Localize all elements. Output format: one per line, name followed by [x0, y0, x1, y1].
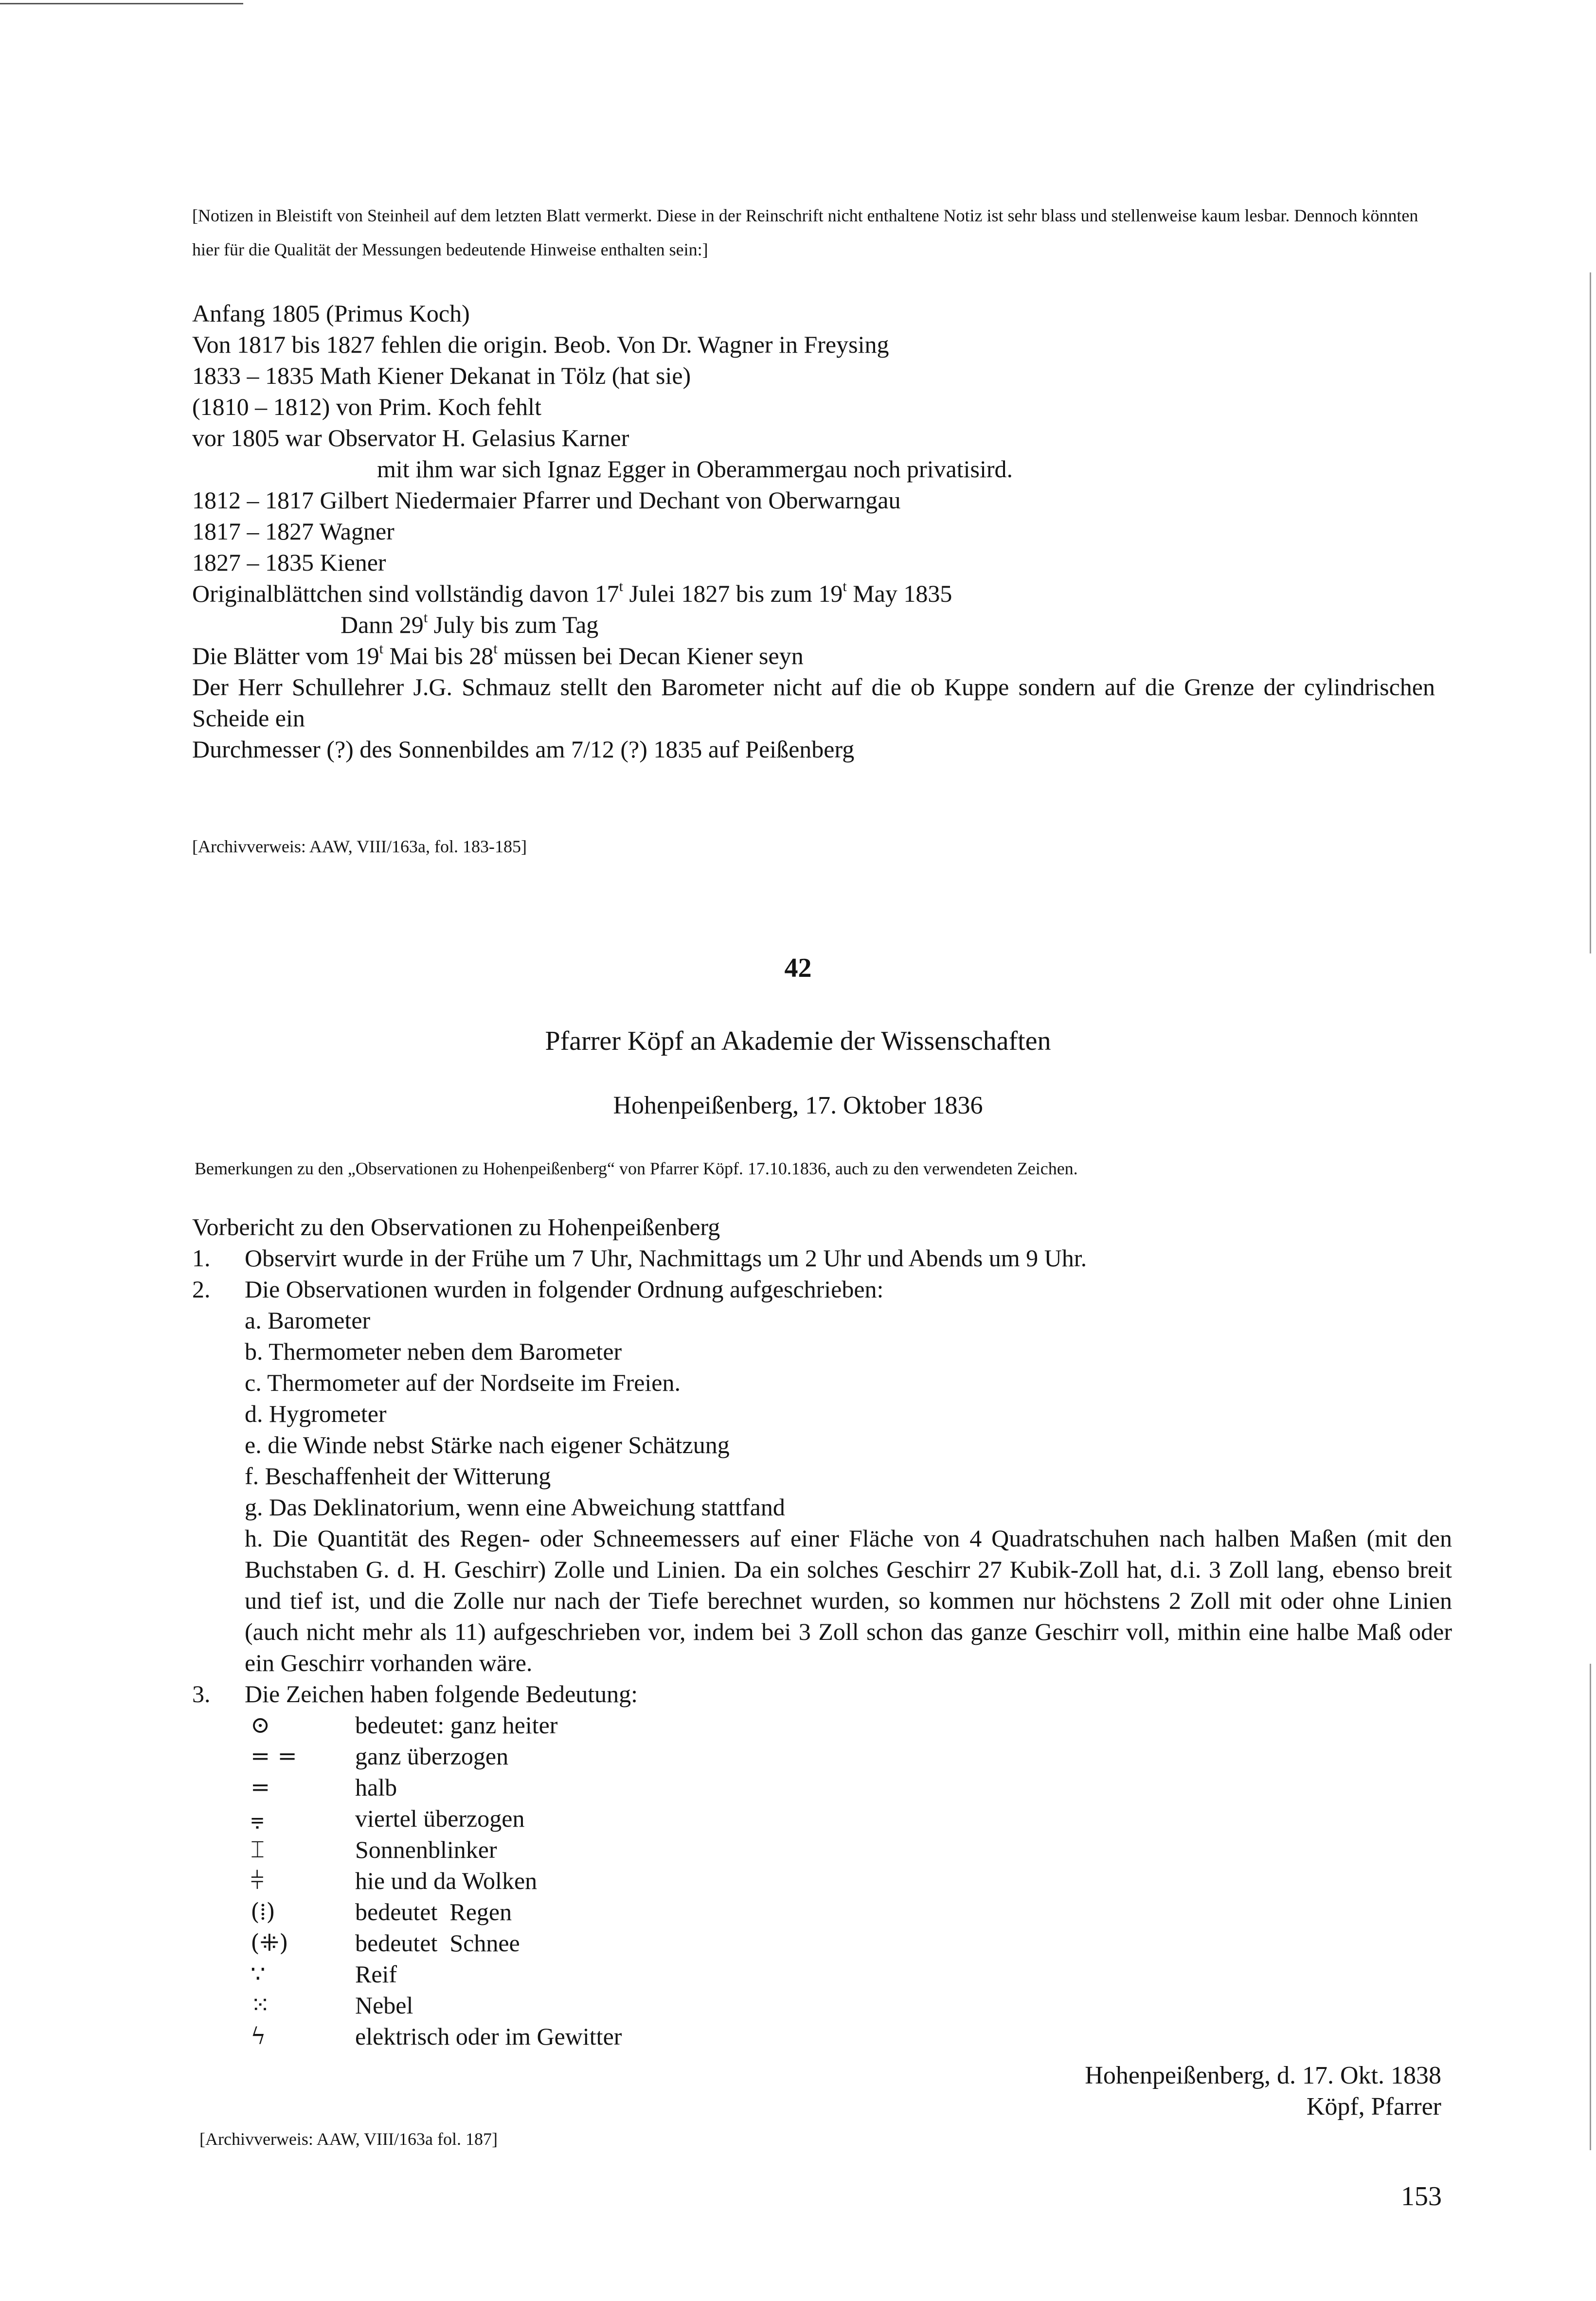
signature-block [1085, 2060, 1441, 2122]
signature-place-date: Hohenpeißenberg, d. 17. Okt. 1838 [1085, 2062, 1441, 2089]
notes-line: vor 1805 war Observator H. Gelasius Karner [192, 424, 629, 451]
symbol-legend [245, 1709, 1452, 2052]
notes-line: Anfang 1805 (Primus Koch) [192, 300, 470, 327]
notes-line: (1810 – 1812) von Prim. Koch fehlt [192, 393, 541, 420]
symbol-row [245, 1834, 1452, 1865]
symbol-row [245, 1959, 1452, 1990]
dann-line: Dann 29$^t$ July bis zum Tag [341, 610, 599, 638]
sub-item: c. Thermometer auf der Nordseite im Freien. [245, 1369, 681, 1396]
symbol-row [245, 1709, 1452, 1741]
archive-reference: [Archivverweis: AAW, VIII/163a fol. 187] [199, 2129, 498, 2149]
pencil-notes [192, 298, 1435, 765]
symbol-row [245, 2021, 1452, 2052]
list-item [192, 1274, 1452, 1305]
notes-line: 1833 – 1835 Math Kiener Dekanat in Tölz (hat sie) [192, 362, 691, 389]
vorbericht-section [192, 1211, 1452, 2052]
vorbericht-heading: Vorbericht zu den Observationen zu Hohenpeißenberg [192, 1213, 720, 1240]
scan-edge-mark [1590, 272, 1591, 953]
fog-icon: ⁙ [251, 1992, 270, 2019]
notes-line: mit ihm war sich Ignaz Egger in Oberammergau noch privatisird. [377, 455, 1013, 483]
snow-icon: (⁜) [251, 1929, 288, 1957]
equals-icon: = [251, 1774, 270, 1801]
list-item [192, 1678, 1452, 1709]
document-title: Pfarrer Köpf an Akademie der Wissenschaften [545, 1026, 1051, 1056]
symbol-meaning: ganz überzogen [355, 1743, 509, 1770]
page-number: 153 [1401, 2181, 1442, 2211]
notes-line: Von 1817 bis 1827 fehlen die origin. Beob. Von Dr. Wagner in Freysing [192, 331, 889, 358]
sub-item: a. Barometer [245, 1307, 371, 1334]
notes-line: 1827 – 1835 Kiener [192, 549, 386, 576]
scattered-clouds-icon: ⫩ [251, 1867, 264, 1894]
list-text: Die Observationen wurden in folgender Ordnung aufgeschrieben: [245, 1276, 884, 1303]
notes-line: 1812 – 1817 Gilbert Niedermaier Pfarrer und Dechant von Oberwarngau [192, 486, 901, 514]
sub-item: g. Das Deklinatorium, wenn eine Abweichung stattfand [245, 1493, 785, 1521]
symbol-row [245, 1741, 1452, 1772]
thunderstorm-icon: ϟ [251, 2023, 266, 2050]
notes-line: 1817 – 1827 Wagner [192, 518, 395, 545]
sub-item-h: h. Die Quantität des Regen- oder Schneemessers auf einer Fläche von 4 Quadratschuhen nach halben Maßen (mit den Buchstaben G. d. H. Geschirr) Zolle und Linien. Da ein solches Geschirr 27 Kubik-Zoll hat, d.i. 3 Zoll lang, ebenso breit und tief ist, und die Zolle nur nach der Tiefe berechnet wurden, so kommen nur höchstens 2 Zoll mit oder ohne Linien (auch nicht mehr als 11) aufgeschrieben vor, indem bei 3 Zoll schon das ganze Geschirr voll, mithin eine halbe Maß oder ein Geschirr vorhanden wäre. [245, 1525, 1452, 1676]
symbol-meaning: bedeutet: ganz heiter [355, 1711, 558, 1739]
symbol-meaning: elektrisch oder im Gewitter [355, 2023, 622, 2050]
symbol-meaning: bedeutet Regen [355, 1898, 512, 1925]
list-text: Die Zeichen haben folgende Bedeutung: [245, 1680, 638, 1708]
double-equals-icon: = = [251, 1743, 297, 1770]
editorial-note: [Notizen in Bleistift von Steinheil auf dem letzten Blatt vermerkt. Diese in der Reinschrift nicht enthaltene Notiz ist sehr blass und stellenweise kaum lesbar. Dennoch könnten hier für die Qualität der Messungen bedeutende Hinweise enthalten sein:] [192, 206, 1418, 259]
sun-blink-icon: ⌶ [251, 1836, 265, 1863]
editorial-remark: Bemerkungen zu den „Observationen zu Hohenpeißenberg“ von Pfarrer Köpf. 17.10.1836, auch zu den verwendeten Zeichen. [195, 1159, 1078, 1178]
frost-icon: ∵ [251, 1960, 266, 1988]
durchmesser-line: Durchmesser (?) des Sonnenbildes am 7/12 (?) 1835 auf Peißenberg [192, 736, 855, 763]
symbol-meaning: viertel überzogen [355, 1805, 525, 1832]
symbol-meaning: Reif [355, 1960, 397, 1988]
scan-edge-mark [1590, 1664, 1591, 2150]
sub-item: f. Beschaffenheit der Witterung [245, 1462, 551, 1490]
sub-item: e. die Winde nebst Stärke nach eigener Schätzung [245, 1431, 730, 1458]
quarter-overcast-icon: ⩦ [251, 1805, 265, 1832]
symbol-meaning: halb [355, 1774, 397, 1801]
symbol-meaning: Nebel [355, 1992, 413, 2019]
archive-reference: [Archivverweis: AAW, VIII/163a, fol. 183-185] [192, 837, 527, 856]
scan-top-edge-line [0, 3, 243, 4]
sub-item: b. Thermometer neben dem Barometer [245, 1338, 622, 1365]
symbol-meaning: bedeutet Schnee [355, 1929, 520, 1957]
document-place-date: Hohenpeißenberg, 17. Oktober 1836 [613, 1092, 983, 1119]
symbol-row [245, 1803, 1452, 1834]
symbol-meaning: Sonnenblinker [355, 1836, 497, 1863]
sub-item: d. Hygrometer [245, 1400, 387, 1427]
blaetter-line: Die Blätter vom 19$^t$ Mai bis 28$^t$ müssen bei Decan Kiener seyn [192, 641, 804, 669]
schullehrer-line: Der Herr Schullehrer J.G. Schmauz stellt den Barometer nicht auf die ob Kuppe sondern auf die Grenze der cylindrischen Scheide ein [192, 673, 1435, 732]
symbol-row [245, 1865, 1452, 1896]
sun-circle-dot-icon: ⊙ [251, 1711, 270, 1739]
symbol-row [245, 1927, 1452, 1959]
symbol-meaning: hie und da Wolken [355, 1867, 538, 1894]
list-item [192, 1242, 1452, 1274]
rain-icon: (⁞) [251, 1898, 275, 1925]
list-number: 3. [192, 1680, 211, 1708]
symbol-row [245, 1990, 1452, 2021]
signature-name: Köpf, Pfarrer [1306, 2093, 1441, 2121]
original-leaflets-line: Originalblättchen sind vollständig davon 17$^t$ Julei 1827 bis zum 19$^t$ May 1835 [192, 578, 952, 607]
list-number: 1. [192, 1244, 211, 1272]
list-number: 2. [192, 1276, 211, 1303]
symbol-row [245, 1772, 1452, 1803]
list-text: Observirt wurde in der Frühe um 7 Uhr, Nachmittags um 2 Uhr und Abends um 9 Uhr. [245, 1244, 1087, 1272]
symbol-row [245, 1896, 1452, 1927]
document-number: 42 [784, 953, 812, 983]
